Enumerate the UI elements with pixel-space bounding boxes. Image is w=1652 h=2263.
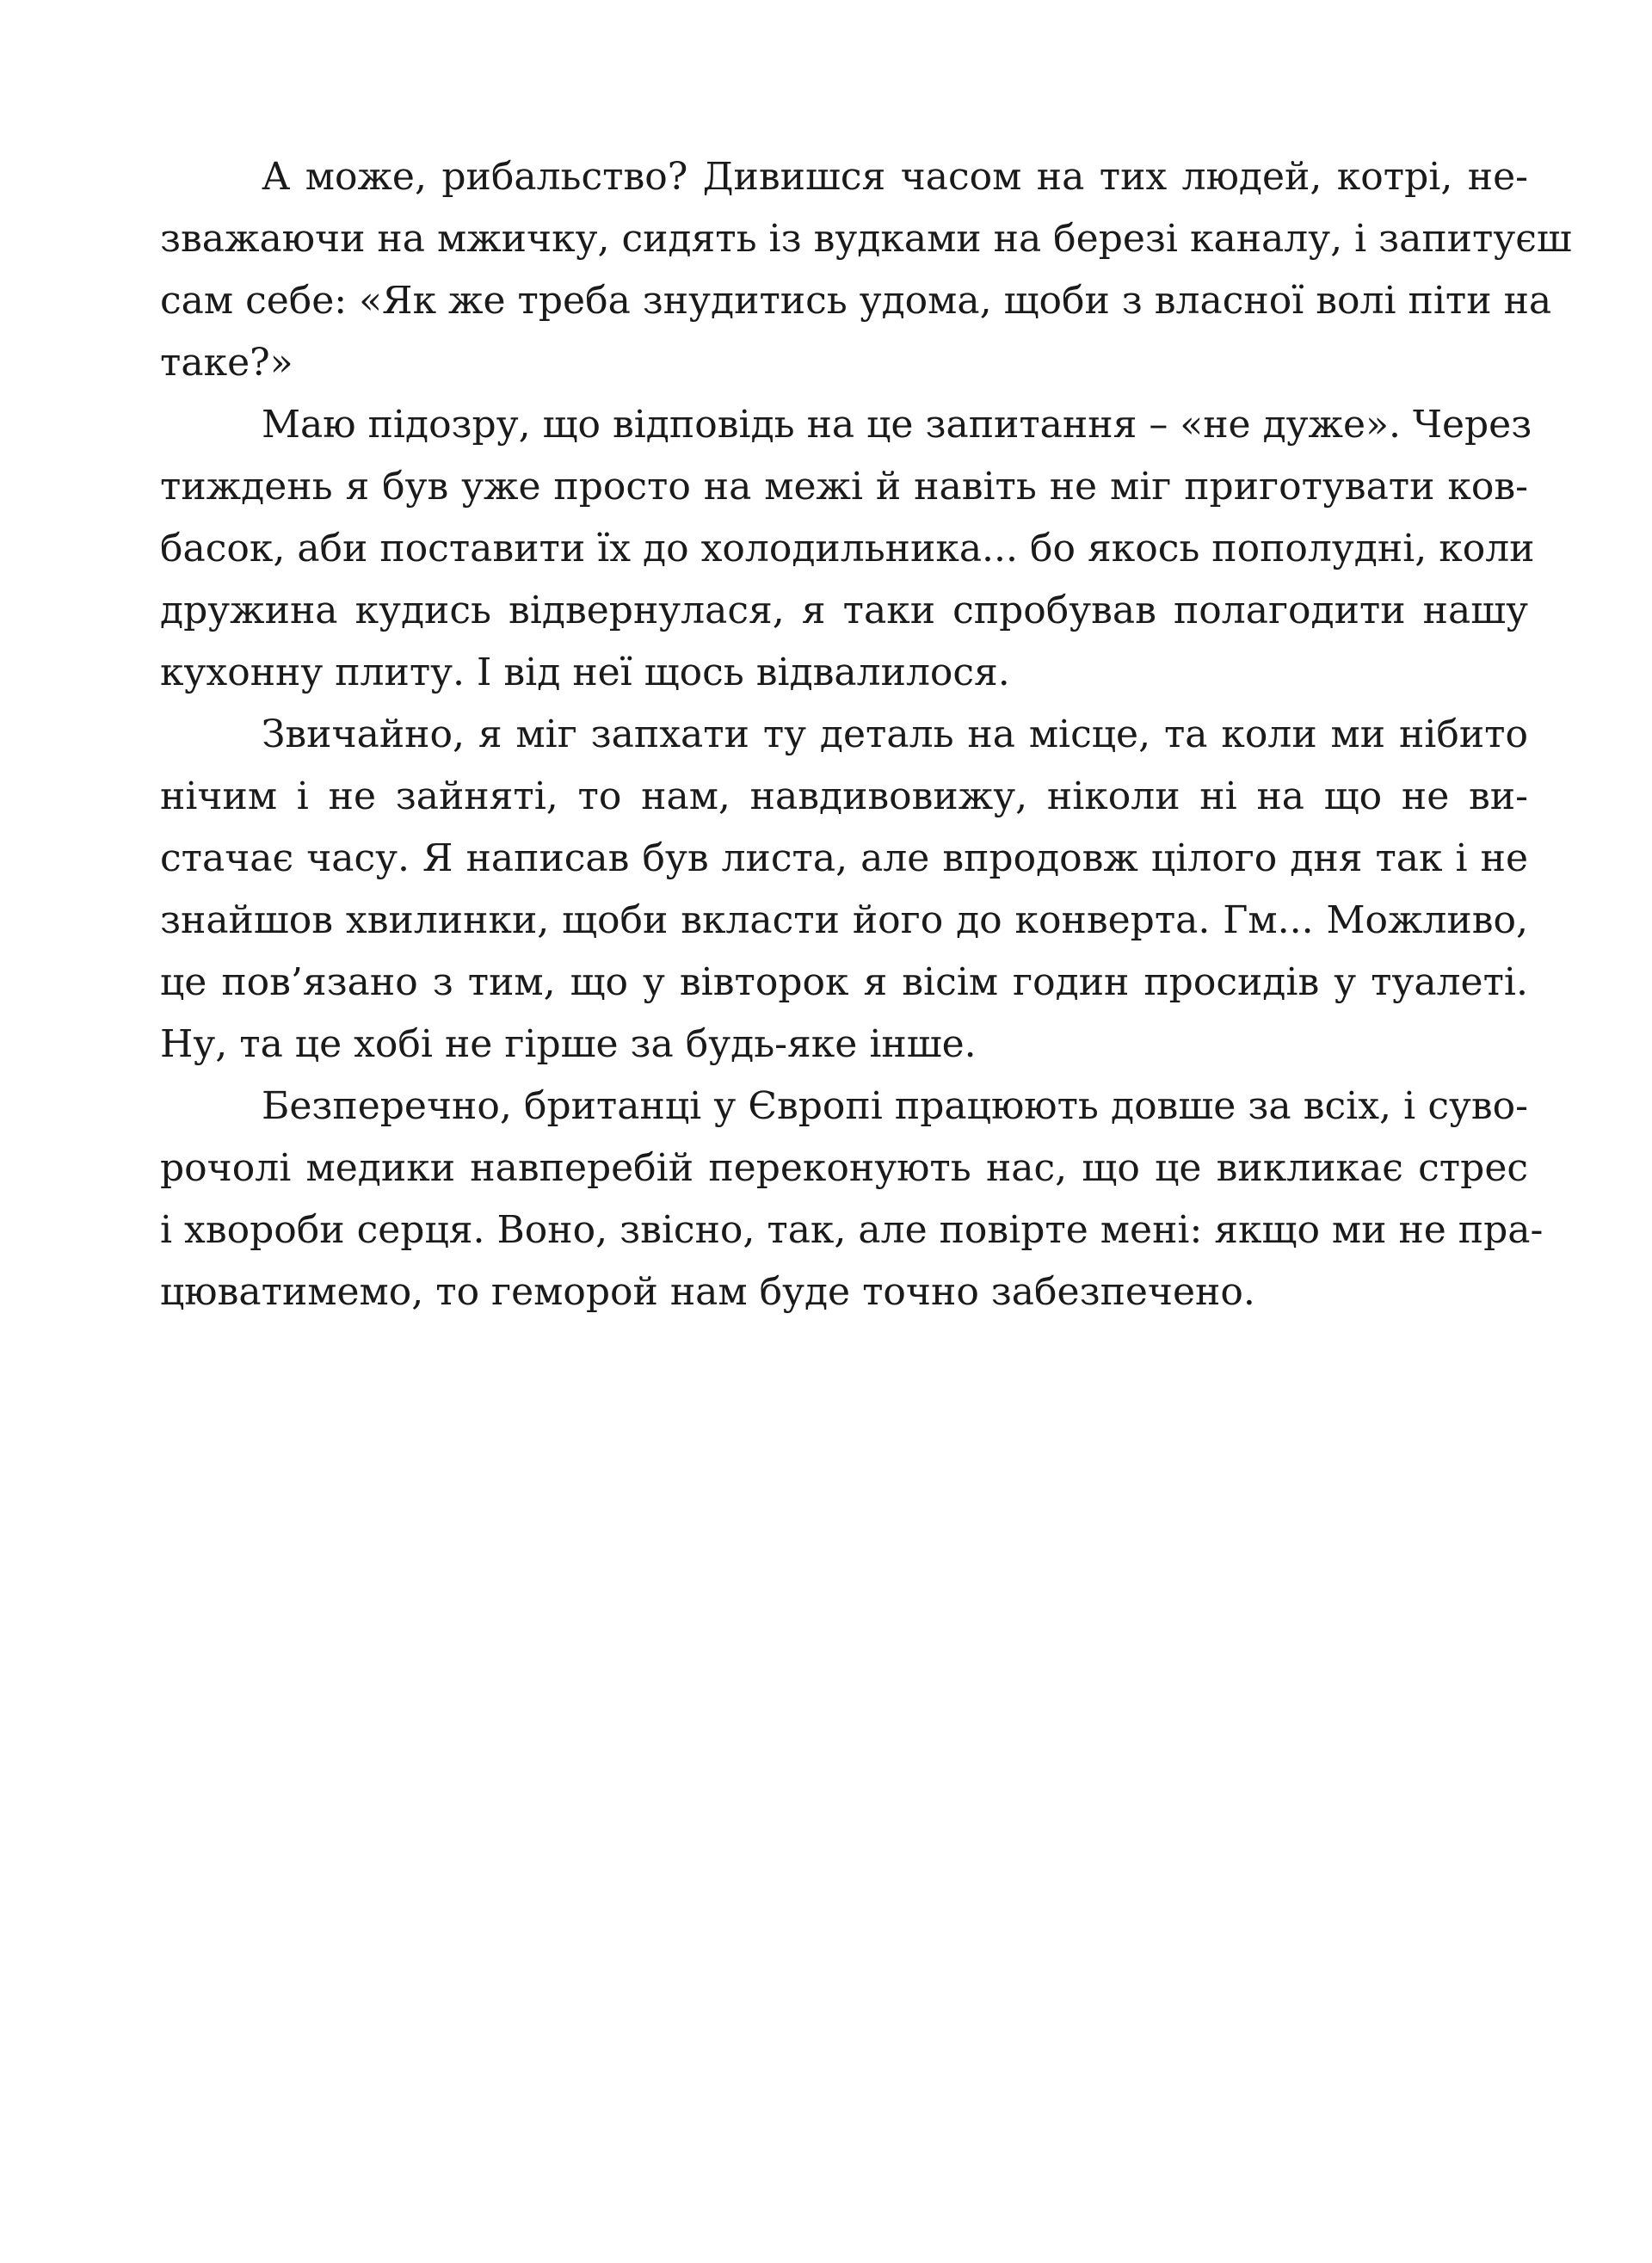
paragraph-4-line-2: рочолі медики навперебій переконують нас, що це викликає стрес bbox=[160, 1146, 1528, 1190]
paragraph-4-line-4: цюватимемо, то геморой нам буде точно забезпечено. bbox=[160, 1270, 1255, 1314]
paragraph-4-line-3: і хвороби серця. Воно, звісно, так, але повірте мені: якщо ми не пра- bbox=[160, 1208, 1544, 1252]
paragraph-3-line-4: знайшов хвилинки, щоби вкласти його до конверта. Гм... Можливо, bbox=[160, 898, 1528, 942]
paragraph-3-line-2: нічим і не зайняті, то нам, навдивовижу, ніколи ні на що не ви- bbox=[160, 774, 1528, 818]
paragraph-2-line-4: дружина кудись відвернулася, я таки спробував полагодити нашу bbox=[160, 589, 1528, 632]
paragraph-1-line-2: зважаючи на мжичку, сидять із вудками на березі каналу, і запитуєш bbox=[160, 217, 1572, 261]
paragraph-2-line-1: Маю підозру, що відповідь на це запитання – «не дуже». Через bbox=[262, 403, 1532, 447]
paragraph-3-line-5: це пов’язано з тим, що у вівторок я вісім годин просидів у туалеті. bbox=[160, 960, 1528, 1004]
paragraph-4-line-1: Безперечно, британці у Європі працюють довше за всіх, і суво- bbox=[262, 1084, 1528, 1128]
paragraph-1-line-4: таке?» bbox=[160, 341, 293, 385]
body-text bbox=[160, 146, 1572, 1323]
paragraph-2-line-5: кухонну плиту. І від неї щось відвалилося. bbox=[160, 651, 1010, 694]
paragraph-1-line-3: сам себе: «Як же треба знудитись удома, щоби з власної волі піти на bbox=[160, 279, 1552, 323]
paragraph-2-line-2: тиждень я був уже просто на межі й навіть не міг приготувати ков- bbox=[160, 465, 1528, 509]
paragraph-3-line-6: Ну, та це хобі не гірше за будь-яке інше. bbox=[160, 1022, 977, 1066]
paragraph-2-line-3: басок, аби поставити їх до холодильника... бо якось пополудні, коли bbox=[160, 527, 1535, 570]
paragraph-3-line-1: Звичайно, я міг запхати ту деталь на місце, та коли ми нібито bbox=[262, 712, 1528, 756]
paragraph-1-line-1: А може, рибальство? Дивишся часом на тих людей, котрі, не- bbox=[262, 155, 1528, 199]
paragraph-3-line-3: стачає часу. Я написав був листа, але впродовж цілого дня так і не bbox=[160, 836, 1528, 880]
